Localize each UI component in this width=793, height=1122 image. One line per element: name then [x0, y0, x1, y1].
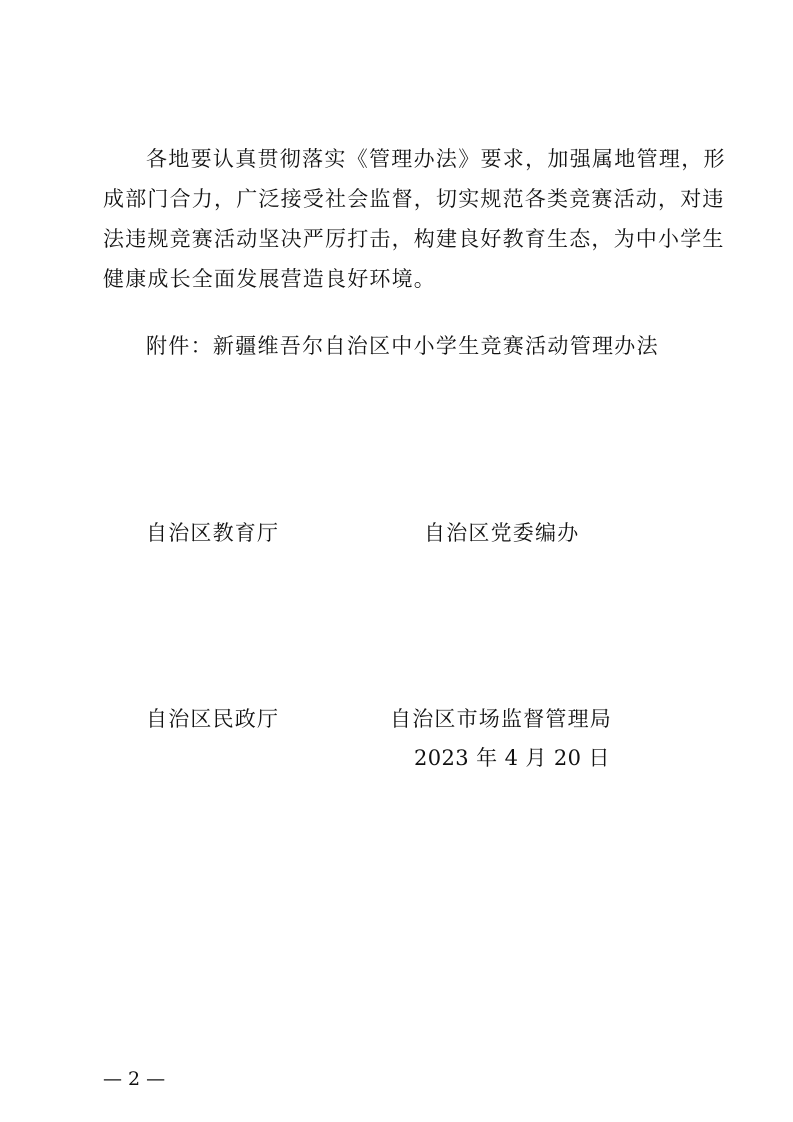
paragraph-line-2: 成部门合力，广泛接受社会监督，切实规范各类竞赛活动，对违 — [103, 187, 725, 211]
attachment-note: 附件：新疆维吾尔自治区中小学生竞赛活动管理办法 — [146, 334, 659, 358]
paragraph-line-1: 各地要认真贯彻落实《管理办法》要求，加强属地管理，形 — [146, 147, 726, 171]
issuer-market-supervision-bureau: 自治区市场监督管理局 — [390, 707, 612, 731]
page-number: — 2 — — [103, 1068, 166, 1090]
issue-date: 2023 年 4 月 20 日 — [414, 746, 610, 770]
issuer-education-department: 自治区教育厅 — [146, 521, 280, 545]
issuer-party-committee-office: 自治区党委编办 — [424, 521, 580, 545]
issuer-civil-affairs-department: 自治区民政厅 — [146, 707, 280, 731]
paragraph-line-3: 法违规竞赛活动坚决严厉打击，构建良好教育生态，为中小学生 — [103, 227, 725, 251]
paragraph-line-4: 健康成长全面发展营造良好环境。 — [103, 267, 436, 291]
